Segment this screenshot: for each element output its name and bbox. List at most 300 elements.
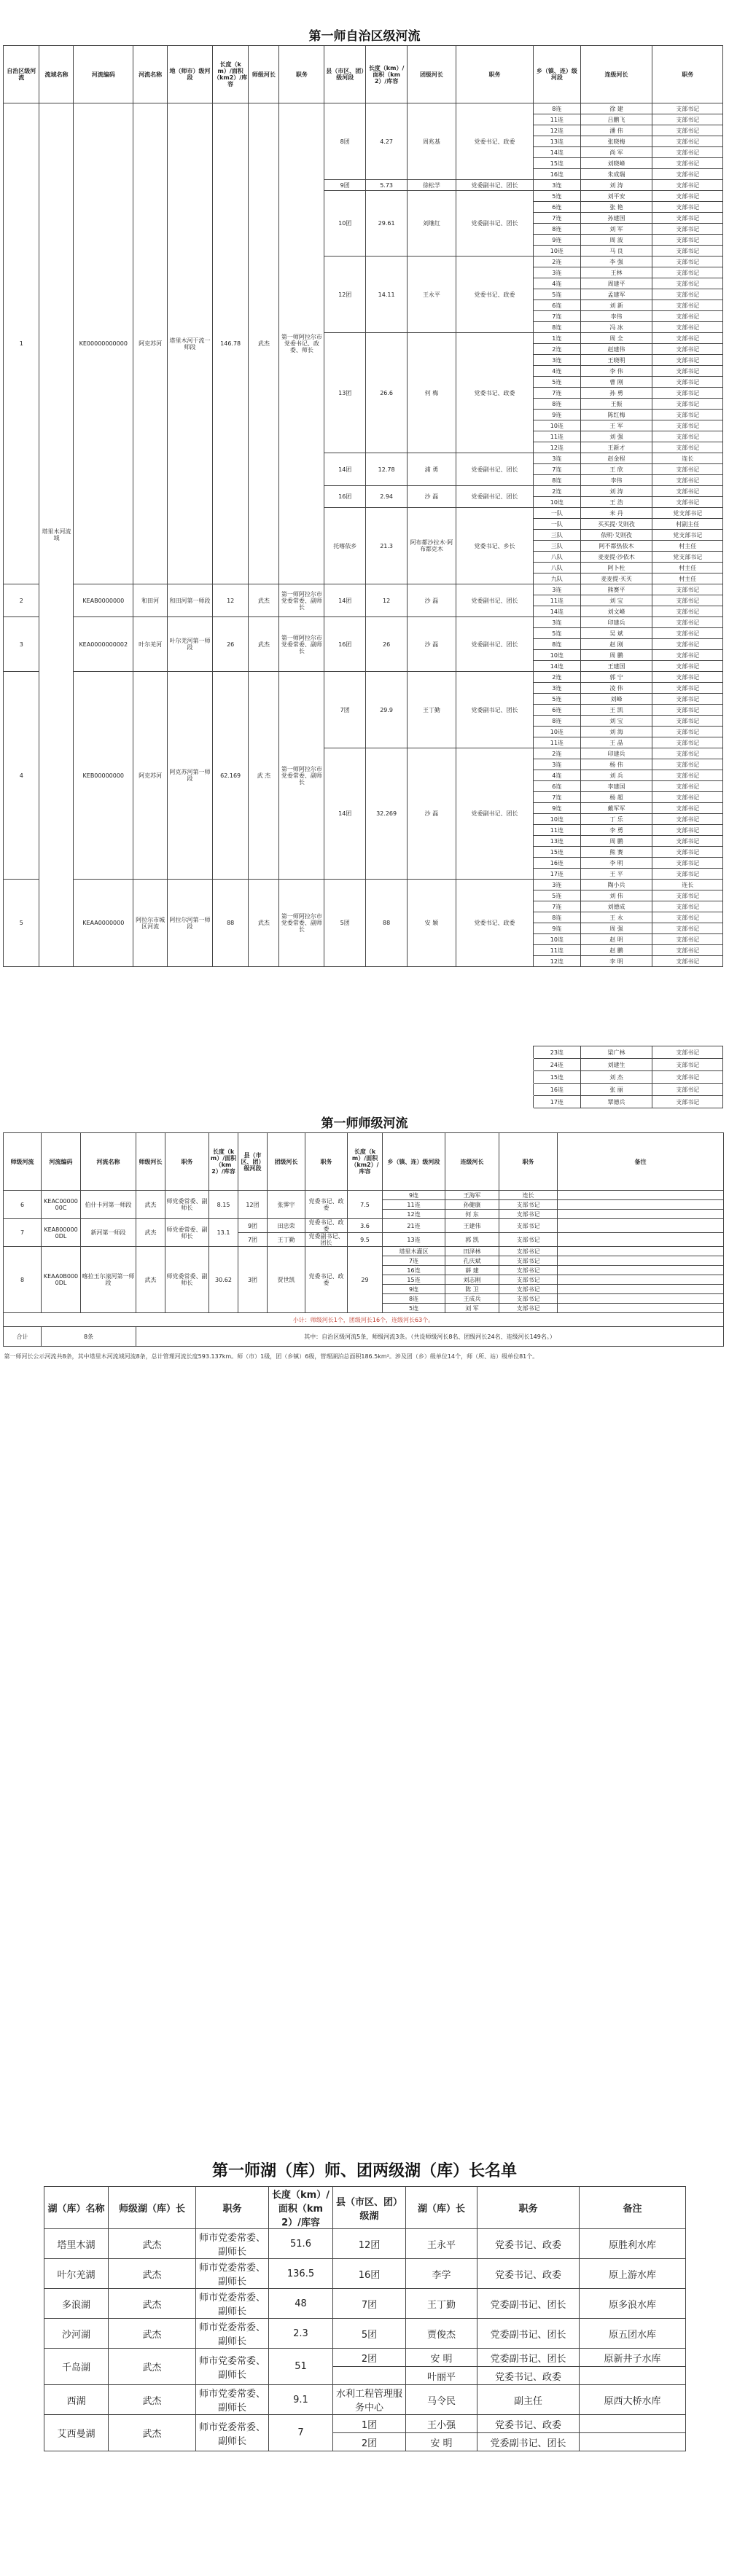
column-header: 职务 xyxy=(652,46,723,103)
river-number: 3 xyxy=(4,617,39,672)
empty-cell xyxy=(168,1046,213,1059)
division-chief: 武 杰 xyxy=(249,672,279,880)
lake-remark xyxy=(580,2367,686,2385)
lian-chief-title: 支部书记 xyxy=(499,1247,558,1256)
lian-chief: 阿卜杜 xyxy=(580,563,652,573)
lian-segment: 9连 xyxy=(383,1285,445,1294)
lian-chief-title: 村主任 xyxy=(652,563,723,573)
lian-chief-title: 支部书记 xyxy=(652,355,723,366)
table-row xyxy=(4,1084,723,1096)
lian-chief: 王海军 xyxy=(445,1191,499,1200)
division-chief: 武杰 xyxy=(136,1219,165,1247)
tuan-chief: 王丁勤 xyxy=(268,1233,305,1247)
table-row xyxy=(44,2385,686,2415)
lian-chief-title: 支部书记 xyxy=(652,147,723,158)
tuan-chief: 安 颖 xyxy=(408,880,456,967)
region-rivers-title: 第一师自治区级河流 xyxy=(308,29,421,44)
lian-segment: 10连 xyxy=(534,497,580,508)
lian-chief-title: 支部书记 xyxy=(652,344,723,355)
tuan-segment: 12团 xyxy=(238,1191,268,1219)
lian-chief-title: 连长 xyxy=(499,1191,558,1200)
lian-chief: 李 明 xyxy=(580,858,652,869)
lian-segment: 8连 xyxy=(383,1294,445,1304)
lian-segment: 3连 xyxy=(534,180,580,191)
lian-segment: 12连 xyxy=(534,956,580,967)
division-chief-title: 第一师阿拉尔市党委书记、政委、师长 xyxy=(279,103,324,584)
lian-chief: 依明·艾则孜 xyxy=(580,530,652,541)
tuan-chief-title: 党委书记、政委 xyxy=(305,1191,348,1219)
tuan-lake-chief: 叶丽平 xyxy=(406,2367,477,2385)
empty-cell xyxy=(408,1046,456,1059)
lian-segment: 16连 xyxy=(534,169,580,180)
empty-cell xyxy=(74,1046,133,1059)
lian-segment: 3连 xyxy=(534,267,580,278)
lian-chief: 刘 新 xyxy=(580,300,652,311)
table-row xyxy=(4,880,723,890)
division-rivers-table xyxy=(3,1132,724,1366)
division-rivers-title: 第一师师级河流 xyxy=(321,1116,408,1131)
lian-chief: 王晓明 xyxy=(580,355,652,366)
region-rivers-table xyxy=(3,45,723,967)
empty-cell xyxy=(4,1084,39,1096)
empty-cell xyxy=(366,1046,408,1059)
tuan-lake xyxy=(333,2367,406,2385)
lake-area: 136.5 xyxy=(269,2259,333,2289)
tuan-lake-chief: 王永平 xyxy=(406,2229,477,2259)
lian-chief: 阿不都热依木 xyxy=(580,541,652,552)
tuan-chief-title: 党委副书记、团长 xyxy=(456,672,533,748)
empty-cell xyxy=(4,1059,39,1071)
river-length: 62.169 xyxy=(212,672,248,880)
lian-chief-title: 支部书记 xyxy=(652,114,723,125)
lian-chief: 王 永 xyxy=(580,912,652,923)
lian-segment: 三队 xyxy=(534,541,580,552)
river-name: 和田河 xyxy=(133,584,168,617)
lian-chief-title: 支部书记 xyxy=(652,825,723,836)
tuan-chief: 刘继红 xyxy=(408,191,456,257)
tuan-chief-title: 党委书记、乡长 xyxy=(456,508,533,584)
empty-cell xyxy=(39,1096,74,1108)
lian-segment: 3连 xyxy=(534,584,580,595)
column-header: 河流编码 xyxy=(74,46,133,103)
lian-chief-title: 支部书记 xyxy=(652,486,723,497)
river-number: 7 xyxy=(4,1219,42,1247)
division-lake-chief: 武杰 xyxy=(109,2289,196,2319)
division-segment: 和田河第一师段 xyxy=(168,584,213,617)
subtotal-text: 小计：师级河长1个，团级河长16个，连级河长63个。 xyxy=(4,1313,724,1327)
tuan-segment: 14团 xyxy=(324,453,366,486)
lian-segment: 17连 xyxy=(534,1096,580,1108)
lian-chief-title: 村副主任 xyxy=(652,519,723,530)
lian-segment: 3连 xyxy=(534,759,580,770)
tuan-chief: 沙 磊 xyxy=(408,617,456,672)
column-header: 自治区级河流 xyxy=(4,46,39,103)
tuan-lake-chief: 安 明 xyxy=(406,2349,477,2367)
division-lake-chief-title: 师市党委常委、副师长 xyxy=(196,2229,269,2259)
tuan-lake: 2团 xyxy=(333,2433,406,2451)
division-lake-chief: 武杰 xyxy=(109,2319,196,2349)
lian-segment: 7连 xyxy=(383,1256,445,1266)
tuan-segment: 3团 xyxy=(238,1247,268,1313)
lian-chief-title: 支部书记 xyxy=(652,748,723,759)
lian-segment: 7连 xyxy=(534,213,580,224)
lian-chief-title: 支部书记 xyxy=(652,869,723,880)
lian-segment: 15连 xyxy=(534,158,580,169)
division-lake-chief: 武杰 xyxy=(109,2349,196,2385)
tuan-chief-title: 党委副书记、团长 xyxy=(456,180,533,191)
table-row xyxy=(4,1046,723,1059)
total-row xyxy=(4,1327,724,1347)
division-lake-chief: 武杰 xyxy=(109,2385,196,2415)
tuan-lake-chief-title: 党委书记、政委 xyxy=(477,2229,580,2259)
tuan-lake-chief: 王丁勤 xyxy=(406,2289,477,2319)
tuan-segment: 14团 xyxy=(324,584,366,617)
lian-chief: 郭 宁 xyxy=(580,672,652,683)
lian-chief-title: 支部书记 xyxy=(652,770,723,781)
lake-area: 9.1 xyxy=(269,2385,333,2415)
lake-name: 千岛湖 xyxy=(44,2349,109,2385)
lian-chief-title: 支部书记 xyxy=(652,322,723,333)
lian-segment: 13连 xyxy=(383,1233,445,1247)
column-header: 职务 xyxy=(305,1133,348,1191)
tuan-lake: 2团 xyxy=(333,2349,406,2367)
lian-segment: 9连 xyxy=(534,923,580,934)
remark-cell xyxy=(558,1266,724,1275)
table-row xyxy=(4,1096,723,1108)
empty-cell xyxy=(133,1084,168,1096)
lian-segment: 10连 xyxy=(534,727,580,737)
lian-chief-title: 支部书记 xyxy=(652,595,723,606)
lian-chief-title: 支部书记 xyxy=(652,267,723,278)
lian-chief: 印建兵 xyxy=(580,617,652,628)
tuan-lake: 5团 xyxy=(333,2319,406,2349)
lian-chief: 刘建生 xyxy=(580,1059,652,1071)
remark-cell xyxy=(558,1275,724,1285)
lian-segment: 8连 xyxy=(534,639,580,650)
tuan-lake-chief: 李学 xyxy=(406,2259,477,2289)
tuan-chief: 沙 磊 xyxy=(408,584,456,617)
lian-chief: 赵 刚 xyxy=(580,639,652,650)
lian-segment: 八队 xyxy=(534,552,580,563)
lian-chief: 凌 伟 xyxy=(580,683,652,694)
lian-chief-title: 支部书记 xyxy=(652,246,723,257)
lian-chief: 王 平 xyxy=(580,869,652,880)
empty-cell xyxy=(408,1059,456,1071)
lian-chief-title: 支部书记 xyxy=(652,420,723,431)
river-name: 喀拉玉尔滚河第一师段 xyxy=(81,1247,136,1313)
lian-segment: 3连 xyxy=(534,683,580,694)
tuan-length: 14.11 xyxy=(366,257,408,333)
column-header: 职务 xyxy=(456,46,533,103)
tuan-lake: 1团 xyxy=(333,2415,406,2433)
tuan-segment: 7团 xyxy=(238,1233,268,1247)
empty-cell xyxy=(366,1071,408,1084)
empty-cell xyxy=(279,1046,324,1059)
tuan-lake-chief-title: 党委副书记、团长 xyxy=(477,2319,580,2349)
lian-chief-title: 支部书记 xyxy=(652,410,723,420)
lian-chief-title: 支部书记 xyxy=(652,781,723,792)
tuan-chief-title: 党委书记、政委 xyxy=(305,1219,348,1233)
division-chief: 武杰 xyxy=(136,1191,165,1219)
division-lake-chief-title: 师市党委常委、副师长 xyxy=(196,2385,269,2415)
lian-segment: 21连 xyxy=(383,1219,445,1233)
river-length: 146.78 xyxy=(212,103,248,584)
lian-chief: 何 东 xyxy=(445,1210,499,1219)
lian-segment: 2连 xyxy=(534,344,580,355)
lian-chief-title: 支部书记 xyxy=(652,912,723,923)
lake-name: 塔里木湖 xyxy=(44,2229,109,2259)
lian-chief-title: 支部书记 xyxy=(652,213,723,224)
region-rivers-continued xyxy=(0,1046,729,1108)
lian-chief: 刘志刚 xyxy=(445,1275,499,1285)
river-code: KEAA0B0000DL xyxy=(42,1247,81,1313)
division-segment: 阿克苏河第一师段 xyxy=(168,672,213,880)
lian-chief: 孟建军 xyxy=(580,289,652,300)
lian-chief: 王 凯 xyxy=(580,705,652,716)
lian-chief-title: 支部书记 xyxy=(499,1210,558,1219)
lian-chief-title: 支部书记 xyxy=(652,716,723,727)
header-row xyxy=(44,2187,686,2229)
lake-area: 51 xyxy=(269,2349,333,2385)
column-header: 流域名称 xyxy=(39,46,74,103)
lian-chief: 麦麦提·买买 xyxy=(580,573,652,584)
lian-chief: 杨 超 xyxy=(580,792,652,803)
tuan-chief: 田忠荣 xyxy=(268,1219,305,1233)
column-header: 长度（km）/面积（km2）/库容 xyxy=(366,46,408,103)
lian-chief: 张晓梅 xyxy=(580,136,652,147)
lian-segment: 11连 xyxy=(534,431,580,442)
lian-chief-title: 支部书记 xyxy=(652,180,723,191)
tuan-chief-title: 党委书记、政委 xyxy=(305,1247,348,1313)
lake-remark xyxy=(580,2433,686,2451)
lakes-title: 第一师湖（库）师、团两级湖（库）长名单 xyxy=(211,2162,517,2180)
tuan-segment: 9团 xyxy=(238,1219,268,1233)
total-label: 合计 xyxy=(4,1327,42,1347)
lake-name: 艾西曼湖 xyxy=(44,2415,109,2451)
lian-segment: 7连 xyxy=(534,311,580,322)
tuan-chief: 周兆基 xyxy=(408,103,456,180)
empty-cell xyxy=(408,1096,456,1108)
lian-chief: 李 明 xyxy=(580,956,652,967)
tuan-length: 88 xyxy=(366,880,408,967)
lian-chief-title: 支部书记 xyxy=(652,705,723,716)
tuan-chief: 浦 勇 xyxy=(408,453,456,486)
lian-chief: 刘 军 xyxy=(445,1304,499,1313)
tuan-chief: 张霁宇 xyxy=(268,1191,305,1219)
lian-chief-title: 支部书记 xyxy=(652,727,723,737)
tuan-length: 12 xyxy=(366,584,408,617)
lian-segment: 12连 xyxy=(534,442,580,453)
lian-segment: 3连 xyxy=(534,880,580,890)
lian-segment: 11连 xyxy=(534,737,580,748)
lake-remark: 原胜利水库 xyxy=(580,2229,686,2259)
division-chief: 武杰 xyxy=(249,103,279,584)
lian-segment: 13连 xyxy=(534,836,580,847)
column-header: 团级河长 xyxy=(268,1133,305,1191)
column-header: 长度（km）/面积（km2）/库容 xyxy=(212,46,248,103)
lian-chief: 熊赛平 xyxy=(580,584,652,595)
column-header: 乡（镇、连）级河段 xyxy=(534,46,580,103)
lian-chief-title: 连长 xyxy=(652,453,723,464)
tuan-chief-title: 党委书记、政委 xyxy=(456,333,533,453)
empty-cell xyxy=(168,1059,213,1071)
tuan-lake-chief: 安 明 xyxy=(406,2433,477,2451)
lian-chief-title: 支部书记 xyxy=(652,661,723,672)
lian-segment: 9连 xyxy=(534,235,580,246)
lian-segment: 5连 xyxy=(534,191,580,202)
tuan-length: 12.78 xyxy=(366,453,408,486)
tuan-segment: 14团 xyxy=(324,748,366,880)
lian-segment: 3连 xyxy=(534,617,580,628)
empty-cell xyxy=(168,1096,213,1108)
lian-chief: 王 军 xyxy=(580,420,652,431)
empty-cell xyxy=(39,1046,74,1059)
division-chief-title: 第一师阿拉尔市党委常委、副师长 xyxy=(279,584,324,617)
tuan-length: 26 xyxy=(366,617,408,672)
table-row xyxy=(44,2289,686,2319)
column-header: 职务 xyxy=(196,2187,269,2229)
lian-chief: 戴军军 xyxy=(580,803,652,814)
lian-chief-title: 支部书记 xyxy=(499,1285,558,1294)
lian-chief-title: 党支部书记 xyxy=(652,530,723,541)
lian-segment: 6连 xyxy=(534,705,580,716)
tuan-segment: 5团 xyxy=(324,880,366,967)
empty-cell xyxy=(456,1046,533,1059)
lian-chief: 米 丹 xyxy=(580,508,652,519)
division-lake-chief-title: 师市党委常委、副师长 xyxy=(196,2259,269,2289)
lian-chief-title: 支部书记 xyxy=(652,672,723,683)
lake-remark xyxy=(580,2415,686,2433)
tuan-lake-chief-title: 党委书记、政委 xyxy=(477,2415,580,2433)
empty-cell xyxy=(408,1071,456,1084)
lian-chief-title: 支部书记 xyxy=(652,639,723,650)
empty-cell xyxy=(279,1071,324,1084)
lian-chief-title: 支部书记 xyxy=(652,464,723,475)
lian-chief: 周 鹏 xyxy=(580,650,652,661)
river-name: 阿克苏河 xyxy=(133,672,168,880)
lian-chief-title: 支部书记 xyxy=(652,1046,723,1059)
tuan-length: 29 xyxy=(348,1247,383,1313)
lian-chief: 刘 强 xyxy=(580,431,652,442)
lian-chief: 郭 凯 xyxy=(445,1233,499,1247)
tuan-chief-title: 党委书记、政委 xyxy=(456,103,533,180)
lian-segment: 一队 xyxy=(534,519,580,530)
empty-cell xyxy=(212,1046,248,1059)
basin-name: 塔里木河流域 xyxy=(39,103,74,967)
lian-segment: 6连 xyxy=(534,202,580,213)
lian-chief-title: 支部书记 xyxy=(652,333,723,344)
region-rivers-section xyxy=(0,28,729,967)
lian-chief: 王 晶 xyxy=(580,737,652,748)
tuan-length: 29.61 xyxy=(366,191,408,257)
river-length: 13.1 xyxy=(209,1219,238,1247)
lian-chief-title: 连长 xyxy=(652,880,723,890)
river-name: 新河第一师段 xyxy=(81,1219,136,1247)
division-lake-chief-title: 师市党委常委、副师长 xyxy=(196,2289,269,2319)
empty-cell xyxy=(74,1071,133,1084)
lian-segment: 5连 xyxy=(534,289,580,300)
column-header: 长度（km）/面积（km2）/库容 xyxy=(348,1133,383,1191)
lian-chief: 王 浩 xyxy=(580,497,652,508)
table-row xyxy=(4,1071,723,1084)
lakes-section xyxy=(0,2157,729,2451)
lian-chief-title: 支部书记 xyxy=(652,278,723,289)
lian-chief-title: 村主任 xyxy=(652,541,723,552)
empty-cell xyxy=(324,1046,366,1059)
division-lake-chief-title: 师市党委常委、副师长 xyxy=(196,2349,269,2385)
table-row xyxy=(4,584,723,595)
lian-segment: 16连 xyxy=(383,1266,445,1275)
lian-chief: 刘文峰 xyxy=(580,606,652,617)
lian-chief-title: 支部书记 xyxy=(652,366,723,377)
lian-chief: 刘平安 xyxy=(580,191,652,202)
lian-segment: 2连 xyxy=(534,257,580,267)
lian-segment: 7连 xyxy=(534,388,580,399)
lian-chief: 刘晓峰 xyxy=(580,158,652,169)
lian-chief-title: 支部书记 xyxy=(652,257,723,267)
lian-chief-title: 支部书记 xyxy=(652,136,723,147)
column-header: 职务 xyxy=(165,1133,209,1191)
lian-chief-title: 支部书记 xyxy=(652,858,723,869)
lian-chief-title: 支部书记 xyxy=(652,694,723,705)
river-code: KEAC0000000C xyxy=(42,1191,81,1219)
lian-segment: 2连 xyxy=(534,748,580,759)
lian-segment: 5连 xyxy=(534,377,580,388)
lian-chief: 张 丽 xyxy=(580,1084,652,1096)
lian-chief-title: 支部书记 xyxy=(652,803,723,814)
remark-cell xyxy=(558,1304,724,1313)
tuan-lake-chief-title: 党委副书记、团长 xyxy=(477,2349,580,2367)
lian-chief-title: 支部书记 xyxy=(652,617,723,628)
empty-cell xyxy=(324,1084,366,1096)
lian-chief-title: 支部书记 xyxy=(652,158,723,169)
lian-chief-title: 支部书记 xyxy=(652,814,723,825)
lian-chief-title: 支部书记 xyxy=(499,1266,558,1275)
lian-segment: 7连 xyxy=(534,901,580,912)
lian-chief: 张 艳 xyxy=(580,202,652,213)
column-header: 备注 xyxy=(580,2187,686,2229)
lake-remark: 原西大桥水库 xyxy=(580,2385,686,2415)
lian-chief: 刘 兵 xyxy=(580,770,652,781)
lian-chief: 赵建伟 xyxy=(580,344,652,355)
lian-segment: 3连 xyxy=(534,355,580,366)
lian-segment: 8连 xyxy=(534,322,580,333)
tuan-chief: 阿布都沙拉木·阿布都克木 xyxy=(408,508,456,584)
lian-chief: 徐 建 xyxy=(580,103,652,114)
column-header: 长度（km）/面积（km2）/库容 xyxy=(269,2187,333,2229)
empty-cell xyxy=(212,1096,248,1108)
remark-cell xyxy=(558,1191,724,1200)
empty-cell xyxy=(279,1059,324,1071)
lian-segment: 九队 xyxy=(534,573,580,584)
tuan-lake: 16团 xyxy=(333,2259,406,2289)
river-code: KEA0000000002 xyxy=(74,617,133,672)
lian-segment: 9连 xyxy=(383,1191,445,1200)
river-number: 1 xyxy=(4,103,39,584)
empty-cell xyxy=(133,1096,168,1108)
empty-cell xyxy=(279,1084,324,1096)
lian-segment: 14连 xyxy=(534,147,580,158)
tuan-segment: 16团 xyxy=(324,486,366,508)
empty-cell xyxy=(133,1046,168,1059)
remark-cell xyxy=(558,1294,724,1304)
lake-remark: 原五团水库 xyxy=(580,2319,686,2349)
lian-chief: 赵金程 xyxy=(580,453,652,464)
lian-chief-title: 支部书记 xyxy=(652,606,723,617)
tuan-chief-title: 党委副书记、团长 xyxy=(305,1233,348,1247)
tuan-length: 2.94 xyxy=(366,486,408,508)
lian-chief: 麦麦提·沙依木 xyxy=(580,552,652,563)
